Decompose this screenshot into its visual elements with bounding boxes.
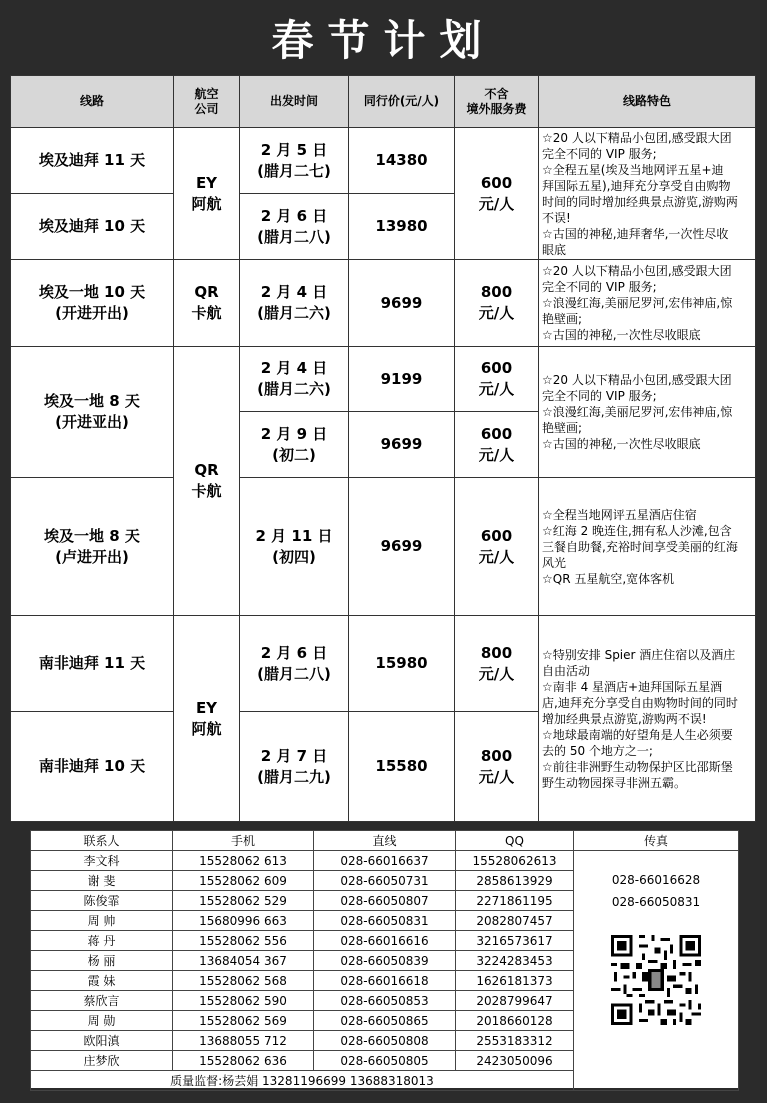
contact-name: 欧阳滇	[31, 1031, 173, 1051]
route-name-line: (开进开出)	[55, 304, 129, 322]
feature-line: ☆红海 2 晚连住,拥有私人沙滩,包含	[542, 523, 732, 538]
contact-name: 谢 斐	[31, 871, 173, 891]
airline-cell	[174, 616, 240, 822]
contact-direct: 028-66050807	[314, 891, 456, 911]
route-name-line: 埃及一地 8 天	[44, 526, 140, 545]
contact-mobile: 15528062 636	[173, 1051, 314, 1071]
header-airline	[174, 76, 240, 128]
departure-date	[240, 347, 349, 412]
route-features	[539, 128, 756, 260]
price: 9199	[349, 347, 455, 412]
feature-line: 去的 50 个地方之一;	[542, 743, 653, 758]
table-row	[11, 616, 756, 712]
date-line: 2 月 4 日	[260, 359, 328, 377]
date-line: 2 月 5 日	[260, 140, 328, 159]
contact-direct: 028-66050831	[314, 911, 456, 931]
header-direct: 直线	[314, 831, 456, 851]
contact-direct: 028-66016618	[314, 971, 456, 991]
feature-line: ☆南非 4 星酒店+迪拜国际五星酒	[542, 679, 723, 694]
lunar-date-line: (腊月二六)	[257, 304, 331, 322]
airline-cell	[174, 128, 240, 260]
fee-amount: 800	[480, 283, 513, 301]
feature-line: 三餐自助餐,充裕时间享受美丽的红海	[542, 539, 738, 554]
contact-name: 庄梦欣	[31, 1051, 173, 1071]
airline-code: EY	[195, 173, 218, 192]
fee-unit: 元/人	[478, 194, 515, 213]
contact-name: 陈俊霏	[31, 891, 173, 911]
feature-line: 店,迪拜充分享受自由购物时间的同时	[542, 695, 738, 710]
header-contact: 联系人	[31, 831, 173, 851]
route-features	[539, 347, 756, 478]
feature-line: 完全不同的 VIP 服务;	[542, 280, 657, 294]
date-line: 2 月 7 日	[260, 746, 328, 765]
price: 14380	[349, 128, 455, 194]
feature-line: ☆QR 五星航空,宽体客机	[542, 571, 675, 586]
feature-line: ☆20 人以下精品小包团,感受跟大团	[542, 130, 732, 145]
price: 13980	[349, 194, 455, 260]
contact-qq: 2858613929	[456, 871, 574, 891]
airline-name: 卡航	[191, 482, 222, 500]
price: 15980	[349, 616, 455, 712]
contact-mobile: 15680996 663	[173, 911, 314, 931]
contact-table	[30, 830, 739, 1091]
date-line: 2 月 11 日	[255, 526, 333, 545]
header-fee-line: 境外服务费	[466, 101, 527, 116]
feature-line: 艳壁画;	[542, 312, 583, 326]
contact-mobile: 15528062 590	[173, 991, 314, 1011]
fee-amount: 800	[480, 643, 513, 662]
feature-line: ☆浪漫红海,美丽尼罗河,宏伟神庙,惊	[542, 296, 733, 310]
departure-date	[240, 194, 349, 260]
route-name	[11, 347, 174, 478]
header-features: 线路特色	[539, 76, 756, 128]
contact-section	[30, 830, 738, 1088]
feature-line: ☆古国的神秘,迪拜奢华,一次性尽收	[542, 226, 729, 241]
contact-qq: 2082807457	[456, 911, 574, 931]
contact-mobile: 15528062 568	[173, 971, 314, 991]
qr-code-icon	[611, 935, 701, 1025]
contact-mobile: 13684054 367	[173, 951, 314, 971]
contact-qq: 2553183312	[456, 1031, 574, 1051]
service-fee	[455, 128, 539, 260]
feature-line: ☆浪漫红海,美丽尼罗河,宏伟神庙,惊	[542, 405, 733, 419]
departure-date	[240, 260, 349, 347]
contact-direct: 028-66050808	[314, 1031, 456, 1051]
contact-name: 蔡欣言	[31, 991, 173, 1011]
departure-date	[240, 128, 349, 194]
route-name-line: 埃及一地 8 天	[44, 392, 140, 410]
header-price: 同行价(元/人)	[349, 76, 455, 128]
fee-unit: 元/人	[478, 380, 515, 398]
contact-row	[31, 851, 739, 871]
feature-line: 不误!	[542, 210, 571, 225]
fee-unit: 元/人	[478, 767, 515, 786]
fee-unit: 元/人	[478, 547, 515, 566]
feature-line: 眼底	[542, 242, 567, 257]
feature-line: ☆前往非洲野生动物保护区比邵斯堡	[542, 759, 733, 774]
contact-name: 李文科	[31, 851, 173, 871]
date-line: 2 月 4 日	[260, 283, 328, 301]
departure-date	[240, 616, 349, 712]
airline-cell	[174, 347, 240, 616]
feature-line: 拜国际五星),迪拜充分享受自由购物	[542, 178, 731, 193]
contact-name: 周 帅	[31, 911, 173, 931]
contact-direct: 028-66050731	[314, 871, 456, 891]
contact-mobile: 15528062 556	[173, 931, 314, 951]
airline-code: QR	[194, 461, 219, 479]
fax-number: 028-66016628	[611, 873, 701, 887]
lunar-date-line: (初二)	[272, 445, 316, 464]
route-table-header	[11, 76, 756, 128]
contact-name: 杨 丽	[31, 951, 173, 971]
feature-line: ☆古国的神秘,一次性尽收眼底	[542, 328, 701, 342]
feature-line: ☆特别安排 Spier 酒庄住宿以及酒庄	[542, 647, 736, 662]
fee-amount: 600	[480, 173, 513, 192]
feature-line: ☆20 人以下精品小包团,感受跟大团	[542, 373, 732, 387]
contact-qq: 2028799647	[456, 991, 574, 1011]
service-fee	[455, 616, 539, 712]
fee-amount: 600	[480, 526, 513, 545]
lunar-date-line: (腊月二六)	[257, 380, 331, 398]
lunar-date-line: (腊月二八)	[257, 664, 331, 683]
price: 9699	[349, 412, 455, 478]
route-features	[539, 616, 756, 822]
contact-qq: 1626181373	[456, 971, 574, 991]
date-line: 2 月 6 日	[260, 206, 328, 225]
feature-line: 完全不同的 VIP 服务;	[542, 389, 657, 403]
page-title: 春节计划	[271, 15, 496, 65]
contact-header-row	[31, 831, 739, 851]
fee-amount: 600	[480, 359, 513, 377]
header-departure: 出发时间	[240, 76, 349, 128]
feature-line: 增加经典景点游览,游购两不误!	[542, 711, 707, 726]
contact-mobile: 15528062 613	[173, 851, 314, 871]
table-row	[11, 347, 756, 412]
contact-mobile: 15528062 569	[173, 1011, 314, 1031]
route-features	[539, 478, 756, 616]
fee-amount: 600	[480, 424, 513, 443]
route-name: 南非迪拜 10 天	[11, 712, 174, 822]
departure-date	[240, 478, 349, 616]
fax-number: 028-66050831	[611, 895, 701, 909]
fee-unit: 元/人	[478, 664, 515, 683]
airline-name: 卡航	[191, 304, 222, 322]
contact-direct: 028-66050839	[314, 951, 456, 971]
route-name-line: (卢进开出)	[55, 547, 129, 566]
fax-numbers	[574, 869, 738, 913]
contact-name: 周 勋	[31, 1011, 173, 1031]
contact-name: 蒋 丹	[31, 931, 173, 951]
contact-direct: 028-66050853	[314, 991, 456, 1011]
airline-cell	[174, 260, 240, 347]
contact-name: 霞 妹	[31, 971, 173, 991]
route-name: 埃及迪拜 11 天	[11, 128, 174, 194]
header-route: 线路	[11, 76, 174, 128]
route-name-line: 埃及一地 10 天	[38, 283, 146, 301]
lunar-date-line: (腊月二九)	[257, 767, 331, 786]
feature-line: 时间的同时增加经典景点游览,游购两	[542, 194, 738, 209]
price: 9699	[349, 478, 455, 616]
table-row	[11, 128, 756, 194]
contact-qq: 2271861195	[456, 891, 574, 911]
header-airline-line: 公司	[194, 101, 219, 116]
feature-line: 自由活动	[542, 663, 591, 678]
fee-amount: 800	[480, 746, 513, 765]
route-name: 埃及迪拜 10 天	[11, 194, 174, 260]
service-fee	[455, 712, 539, 822]
contact-mobile: 15528062 609	[173, 871, 314, 891]
contact-qq: 2018660128	[456, 1011, 574, 1031]
contact-direct: 028-66050805	[314, 1051, 456, 1071]
fee-unit: 元/人	[478, 445, 515, 464]
service-fee	[455, 347, 539, 412]
route-features	[539, 260, 756, 347]
feature-line: ☆古国的神秘,一次性尽收眼底	[542, 437, 701, 451]
date-line: 2 月 6 日	[260, 643, 328, 662]
airline-name: 阿航	[191, 719, 222, 738]
contact-qq: 3224283453	[456, 951, 574, 971]
contact-mobile: 13688055 712	[173, 1031, 314, 1051]
departure-date	[240, 712, 349, 822]
header-fee	[455, 76, 539, 128]
contact-mobile: 15528062 529	[173, 891, 314, 911]
contact-qq: 15528062613	[456, 851, 574, 871]
contact-qq: 2423050096	[456, 1051, 574, 1071]
service-fee	[455, 412, 539, 478]
feature-line: 野生动物园探寻非洲五霸。	[542, 775, 687, 790]
date-line: 2 月 9 日	[260, 424, 328, 443]
header-qq: QQ	[456, 831, 574, 851]
route-table	[10, 75, 756, 822]
airline-name: 阿航	[191, 194, 222, 213]
feature-line: 风光	[542, 555, 567, 570]
contact-direct: 028-66016616	[314, 931, 456, 951]
service-fee	[455, 478, 539, 616]
contact-direct: 028-66016637	[314, 851, 456, 871]
price: 9699	[349, 260, 455, 347]
route-name: 南非迪拜 11 天	[11, 616, 174, 712]
lunar-date-line: (腊月二七)	[257, 161, 331, 180]
lunar-date-line: (初四)	[272, 547, 316, 566]
feature-line: ☆全程五星(埃及当地网评五星+迪	[542, 162, 724, 177]
feature-line: ☆20 人以下精品小包团,感受跟大团	[542, 264, 732, 278]
table-row	[11, 260, 756, 347]
departure-date	[240, 412, 349, 478]
price: 15580	[349, 712, 455, 822]
fee-unit: 元/人	[478, 304, 515, 322]
route-name-line: (开进亚出)	[55, 413, 129, 431]
feature-line: ☆地球最南端的好望角是人生必须要	[542, 727, 733, 742]
feature-line: 艳壁画;	[542, 421, 583, 435]
airline-code: EY	[195, 698, 218, 717]
quality-supervision: 质量监督:杨芸娟 13281196699 13688318013	[31, 1071, 574, 1091]
contact-direct: 028-66050865	[314, 1011, 456, 1031]
feature-line: ☆全程当地网评五星酒店住宿	[542, 507, 697, 522]
header-fee-line: 不含	[484, 86, 509, 101]
table-row	[11, 478, 756, 616]
route-name	[11, 478, 174, 616]
header-fax: 传真	[574, 831, 739, 851]
route-name	[11, 260, 174, 347]
service-fee	[455, 260, 539, 347]
airline-code: QR	[194, 283, 219, 301]
header-mobile: 手机	[173, 831, 314, 851]
fax-cell	[574, 851, 739, 1091]
feature-line: 完全不同的 VIP 服务;	[542, 146, 657, 161]
lunar-date-line: (腊月二八)	[257, 227, 331, 246]
contact-qq: 3216573617	[456, 931, 574, 951]
header-airline-line: 航空	[194, 86, 219, 101]
